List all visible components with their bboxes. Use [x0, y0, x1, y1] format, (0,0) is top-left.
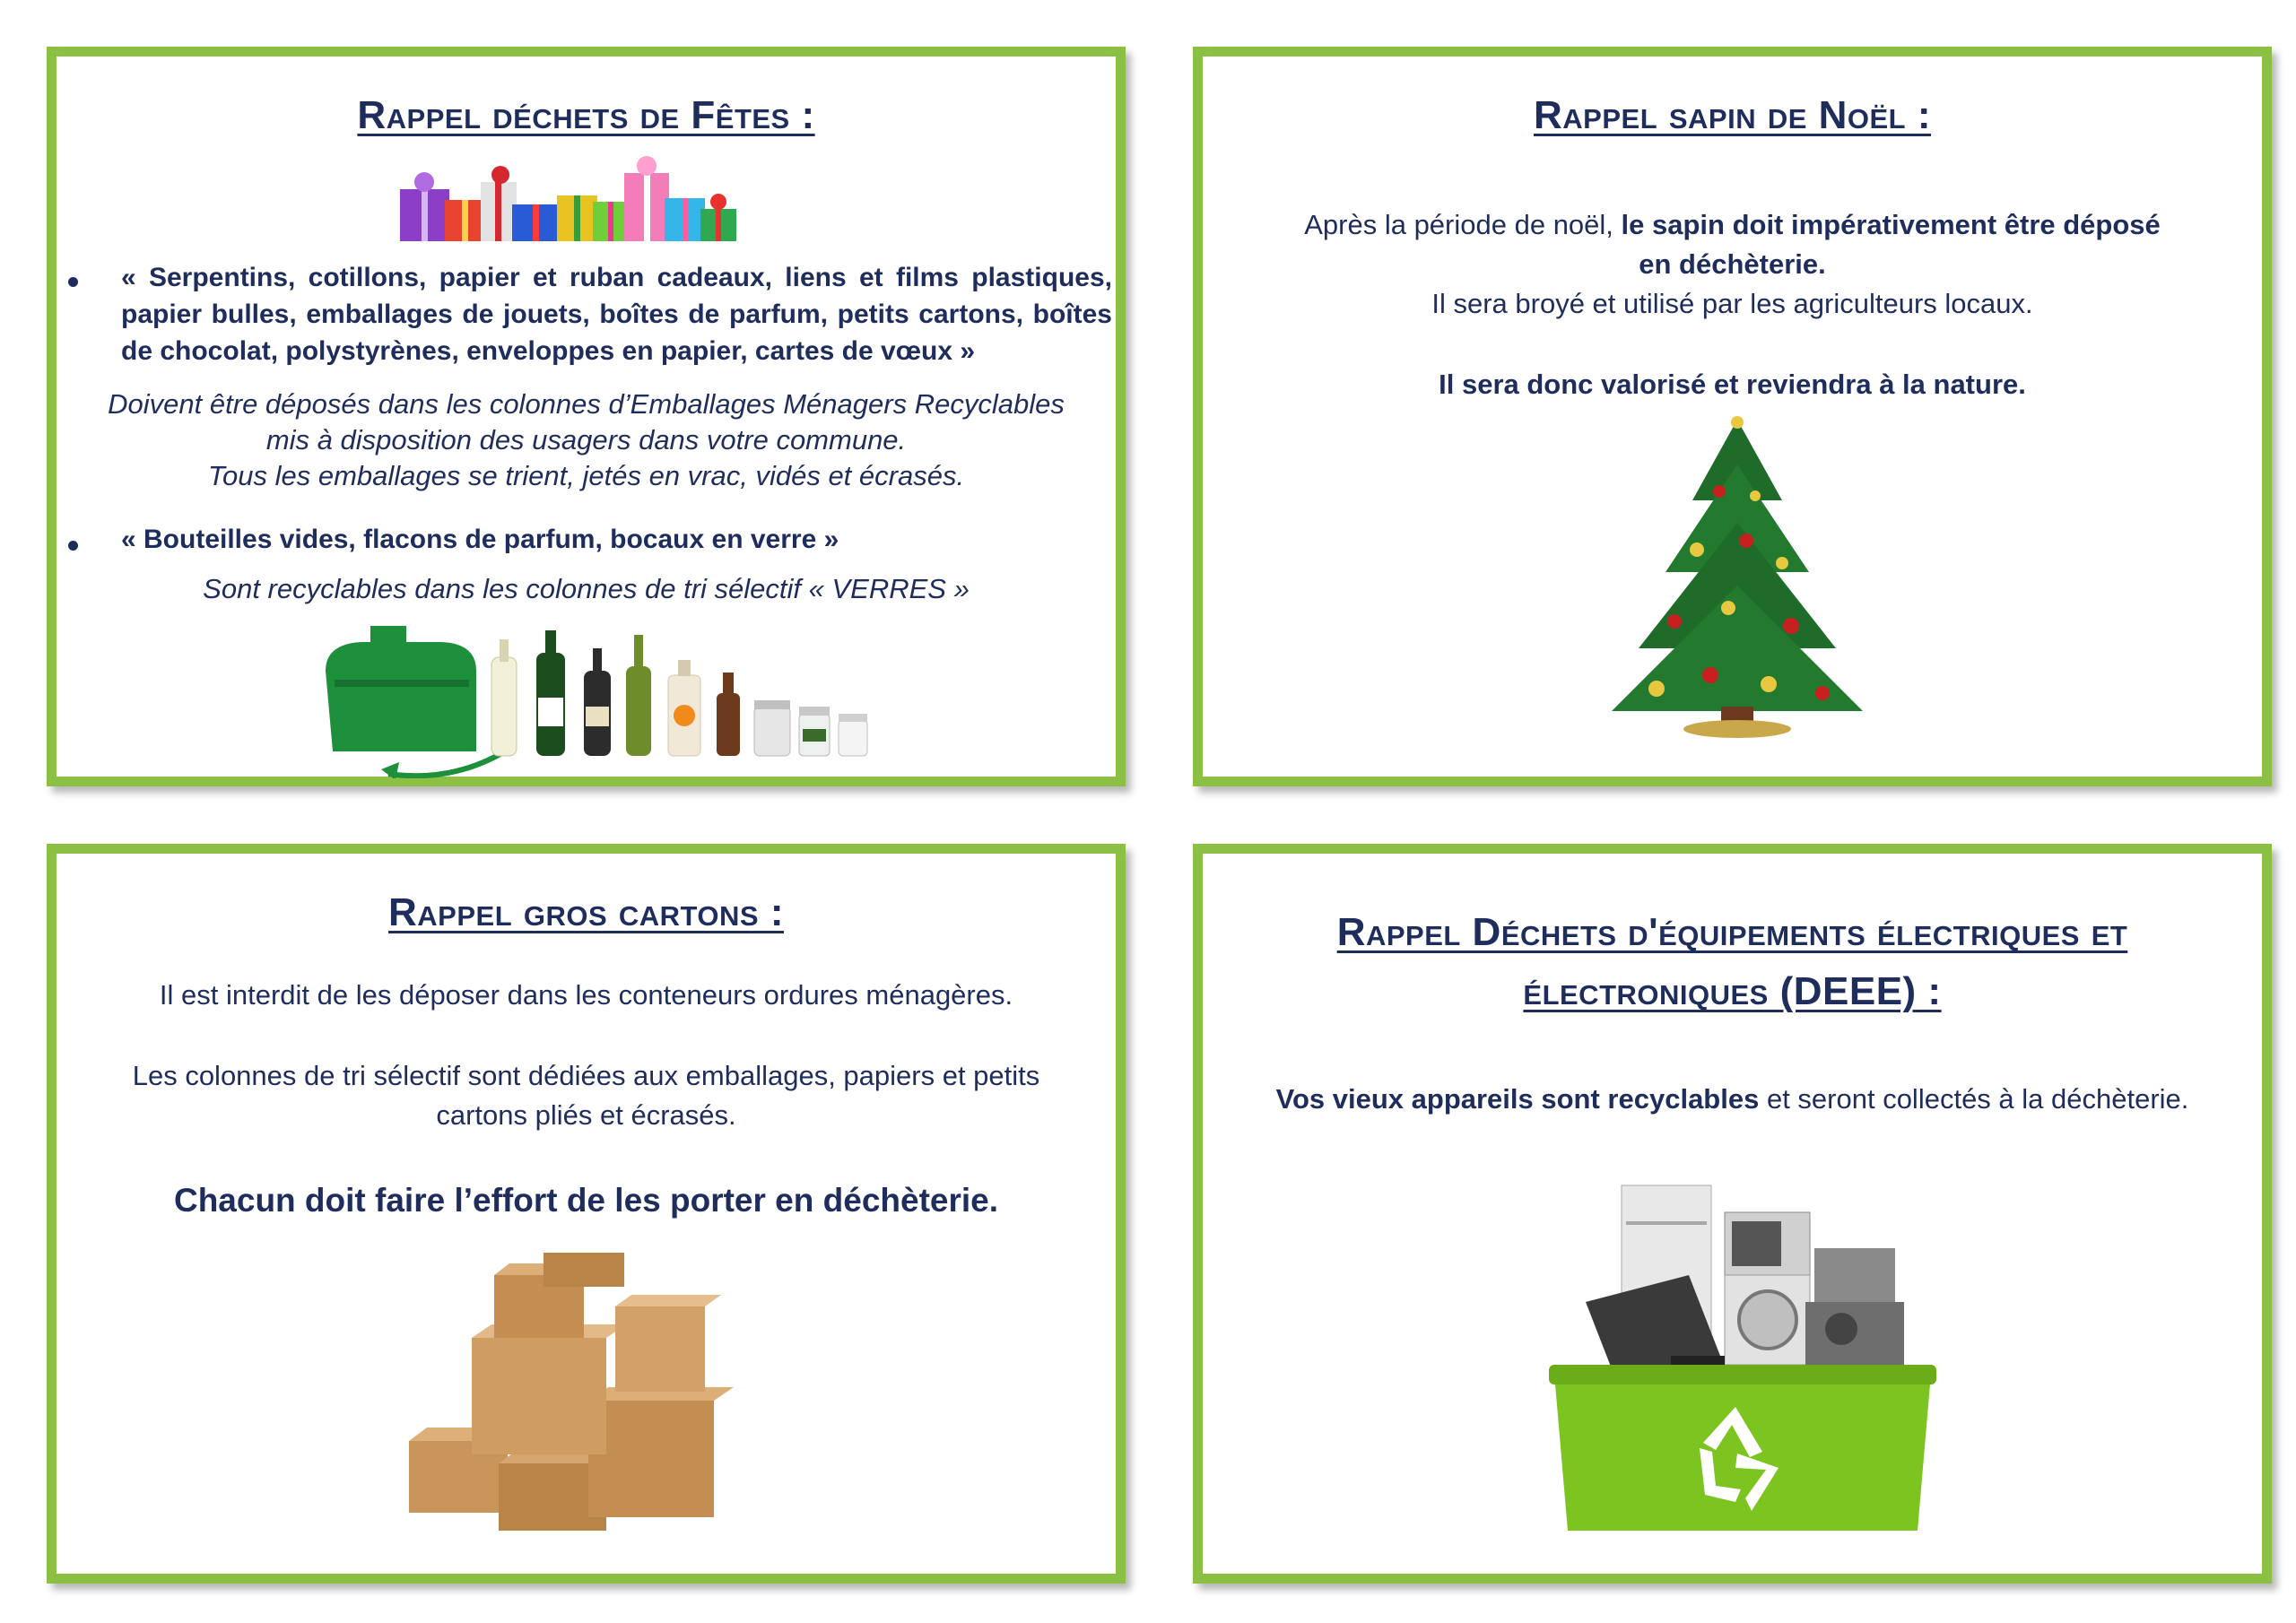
cartons-line-3: cartons pliés et écrasés.	[436, 1099, 736, 1131]
sapin-line-4: Il sera donc valorisé et reviendra à la nature.	[1439, 369, 2026, 400]
gifts-image	[391, 155, 777, 245]
card-deee	[1193, 844, 2272, 1584]
cardboard-boxes-image	[409, 1253, 768, 1540]
card-cartons	[47, 844, 1126, 1584]
sapin-line-1: Après la période de noël, le sapin doit impérativement être déposé	[1304, 209, 2161, 240]
sapin-line-2: en déchèterie.	[1639, 248, 1826, 280]
glass-bottles-image	[317, 617, 909, 778]
card-deee-title-2: électroniques (DEEE) :	[1523, 969, 1942, 1013]
deee-line-1: Vos vieux appareils sont recyclables et seront collectés à la déchèterie.	[1275, 1083, 2189, 1115]
christmas-tree-image	[1603, 415, 1872, 747]
cartons-line-2: Les colonnes de tri sélectif sont dédiées aux emballages, papiers et petits	[132, 1060, 1040, 1091]
cartons-line-1: Il est interdit de les déposer dans les conteneurs ordures ménagères.	[159, 979, 1013, 1011]
card-deee-title-1: Rappel Déchets d'équipements électriques et	[1336, 910, 2128, 954]
fetes-note-line-1: Doivent être déposés dans les colonnes d’Emballages Ménagers Recyclables	[108, 388, 1065, 420]
card-sapin-title: Rappel sapin de Noël :	[1534, 93, 1931, 137]
bullet-1	[68, 277, 78, 287]
card-fetes	[47, 47, 1126, 786]
card-cartons-title: Rappel gros cartons :	[388, 890, 784, 934]
fetes-note-line-2: mis à disposition des usagers dans votre commune.	[265, 424, 907, 456]
card-fetes-title: Rappel déchets de Fêtes :	[357, 93, 815, 137]
electronics-bin-image	[1536, 1176, 1949, 1535]
bullet-2-text: « Bouteilles vides, flacons de parfum, bocaux en verre »	[121, 525, 839, 554]
fetes-note-2: Sont recyclables dans les colonnes de tri sélectif « VERRES »	[203, 573, 970, 604]
bullet-2	[68, 541, 78, 551]
bullet-1-text: « Serpentins, cotillons, papier et ruban cadeaux, liens et films plastiques, papier bulles, emballages de jouets, boîtes de parfum, petits cartons, boîtes de chocolat, polystyrènes, enveloppes en papier, cartes de vœux »	[121, 263, 1112, 366]
card-sapin	[1193, 47, 2272, 786]
cartons-line-4: Chacun doit faire l’effort de les porter en déchèterie.	[173, 1182, 999, 1219]
sapin-line-3: Il sera broyé et utilisé par les agriculteurs locaux.	[1431, 288, 2033, 319]
fetes-note-line-3: Tous les emballages se trient, jetés en vrac, vidés et écrasés.	[207, 460, 965, 491]
